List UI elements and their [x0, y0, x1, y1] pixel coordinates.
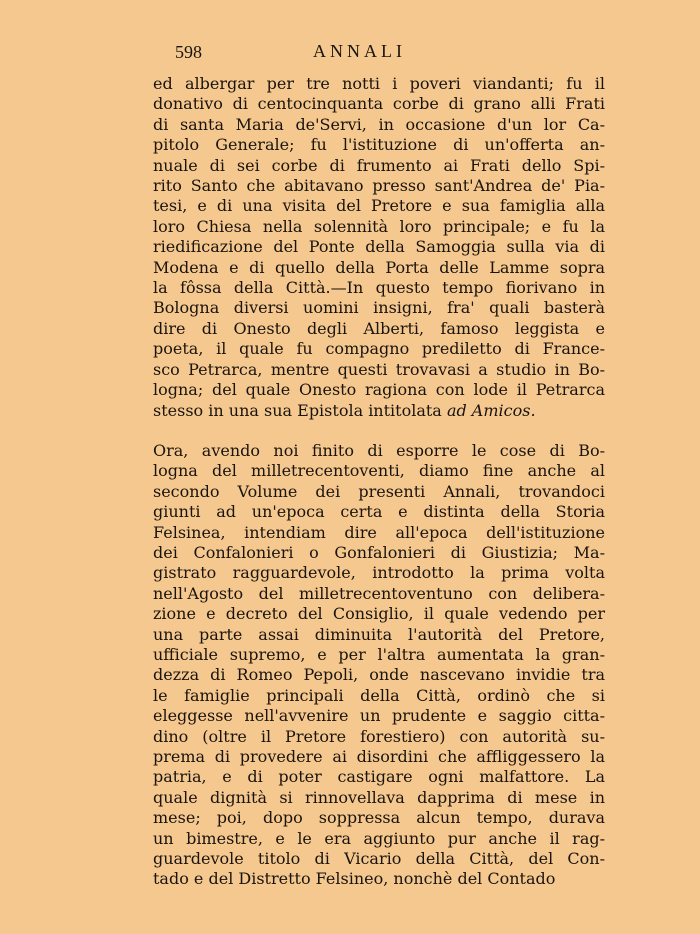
text-line: le famiglie principali della Città, ordinò che si	[153, 685, 605, 705]
text-line: logna; del quale Onesto ragiona con lode il Petrarca	[153, 380, 605, 400]
text-line: sco Petrarca, mentre questi trovavasi a studio in Bo-	[153, 359, 605, 379]
text-line: prema di provedere ai disordini che affliggessero la	[153, 747, 605, 766]
text-line: secondo Volume dei presenti Annali, trovandoci	[153, 481, 605, 501]
text-line: riedificazione del Ponte della Samoggia sulla via di	[153, 237, 605, 257]
text-line: guardevole titolo di Vicario della Città, del Con-	[153, 849, 605, 869]
text-line: un bimestre, e le era aggiunto pur anche il rag-	[153, 828, 605, 848]
text-line: logna del milletrecentoventi, diamo fine anche al	[153, 461, 605, 481]
text-line: tado e del Distretto Felsineo, nonchè del Contado	[153, 869, 556, 889]
text-line: loro Chiesa nella solennità loro principale; e fu la	[153, 216, 605, 236]
text-line-prefix: stesso in una sua Epistola intitolata	[153, 400, 447, 420]
text-line: Ora, avendo noi finito di esporre le cose di Bo-	[153, 440, 605, 460]
text-line: gistrato ragguardevole, introdotto la prima volta	[153, 563, 605, 583]
page-header	[153, 38, 605, 74]
text-line: zione e decreto del Consiglio, il quale vedendo per	[153, 604, 605, 624]
page-number: 598	[175, 42, 202, 62]
text-line: giunti ad un'epoca certa e distinta della Storia	[153, 502, 605, 522]
text-line: dei Confalonieri o Gonfalonieri di Giustizia; Ma-	[153, 542, 605, 562]
text-line: mese; poi, dopo soppressa alcun tempo, durava	[153, 808, 605, 828]
text-line: Modena e di quello della Porta delle Lamme sopra	[153, 257, 605, 277]
book-page	[153, 38, 605, 890]
text-line: dezza di Romeo Pepoli, onde nascevano invidie tra	[153, 665, 605, 685]
running-title: ANNALI	[313, 41, 406, 61]
text-line: quale dignità si rinnovellava dapprima di mese in	[153, 787, 605, 807]
text-line: nuale di sei corbe di frumento ai Frati dello Spi-	[153, 155, 605, 175]
text-line: tesi, e di una visita del Pretore e sua famiglia alla	[153, 196, 605, 216]
text-line: la fôssa della Città.—In questo tempo fiorivano in	[153, 278, 605, 298]
text-line: Bologna diversi uomini insigni, fra' quali basterà	[153, 298, 605, 318]
text-line: dino (oltre il Pretore forestiero) con autorità su-	[153, 726, 605, 746]
text-line: poeta, il quale fu compagno prediletto di France-	[153, 339, 605, 359]
text-line: nell'Agosto del milletrecentoventuno con delibera-	[153, 583, 605, 603]
text-line: ed albergar per tre notti i poveri viandanti; fu il	[153, 74, 605, 93]
text-line: di santa Maria de'Servi, in occasione d'un lor Ca-	[153, 114, 605, 134]
text-line: una parte assai diminuita l'autorità del Pretore,	[153, 624, 605, 644]
body-text	[153, 74, 605, 890]
italic-title: ad Amicos.	[446, 400, 536, 420]
text-line: eleggesse nell'avvenire un prudente e saggio citta-	[153, 706, 605, 726]
text-line: patria, e di poter castigare ogni malfattore. La	[153, 767, 605, 787]
text-line: donativo di centocinquanta corbe di grano alli Frati	[153, 94, 605, 114]
text-line-last	[153, 401, 605, 421]
text-line: ufficiale supremo, e per l'altra aumentata la gran-	[153, 644, 605, 664]
text-line: Felsinea, intendiam dire all'epoca dell'istituzione	[153, 522, 605, 542]
text-line: dire di Onesto degli Alberti, famoso leggista e	[153, 318, 605, 338]
text-line: pitolo Generale; fu l'istituzione di un'offerta an-	[153, 135, 605, 155]
paragraph-2	[153, 441, 605, 890]
paragraph-1	[153, 74, 605, 421]
text-line: rito Santo che abitavano presso sant'Andrea de' Pia-	[153, 176, 605, 196]
